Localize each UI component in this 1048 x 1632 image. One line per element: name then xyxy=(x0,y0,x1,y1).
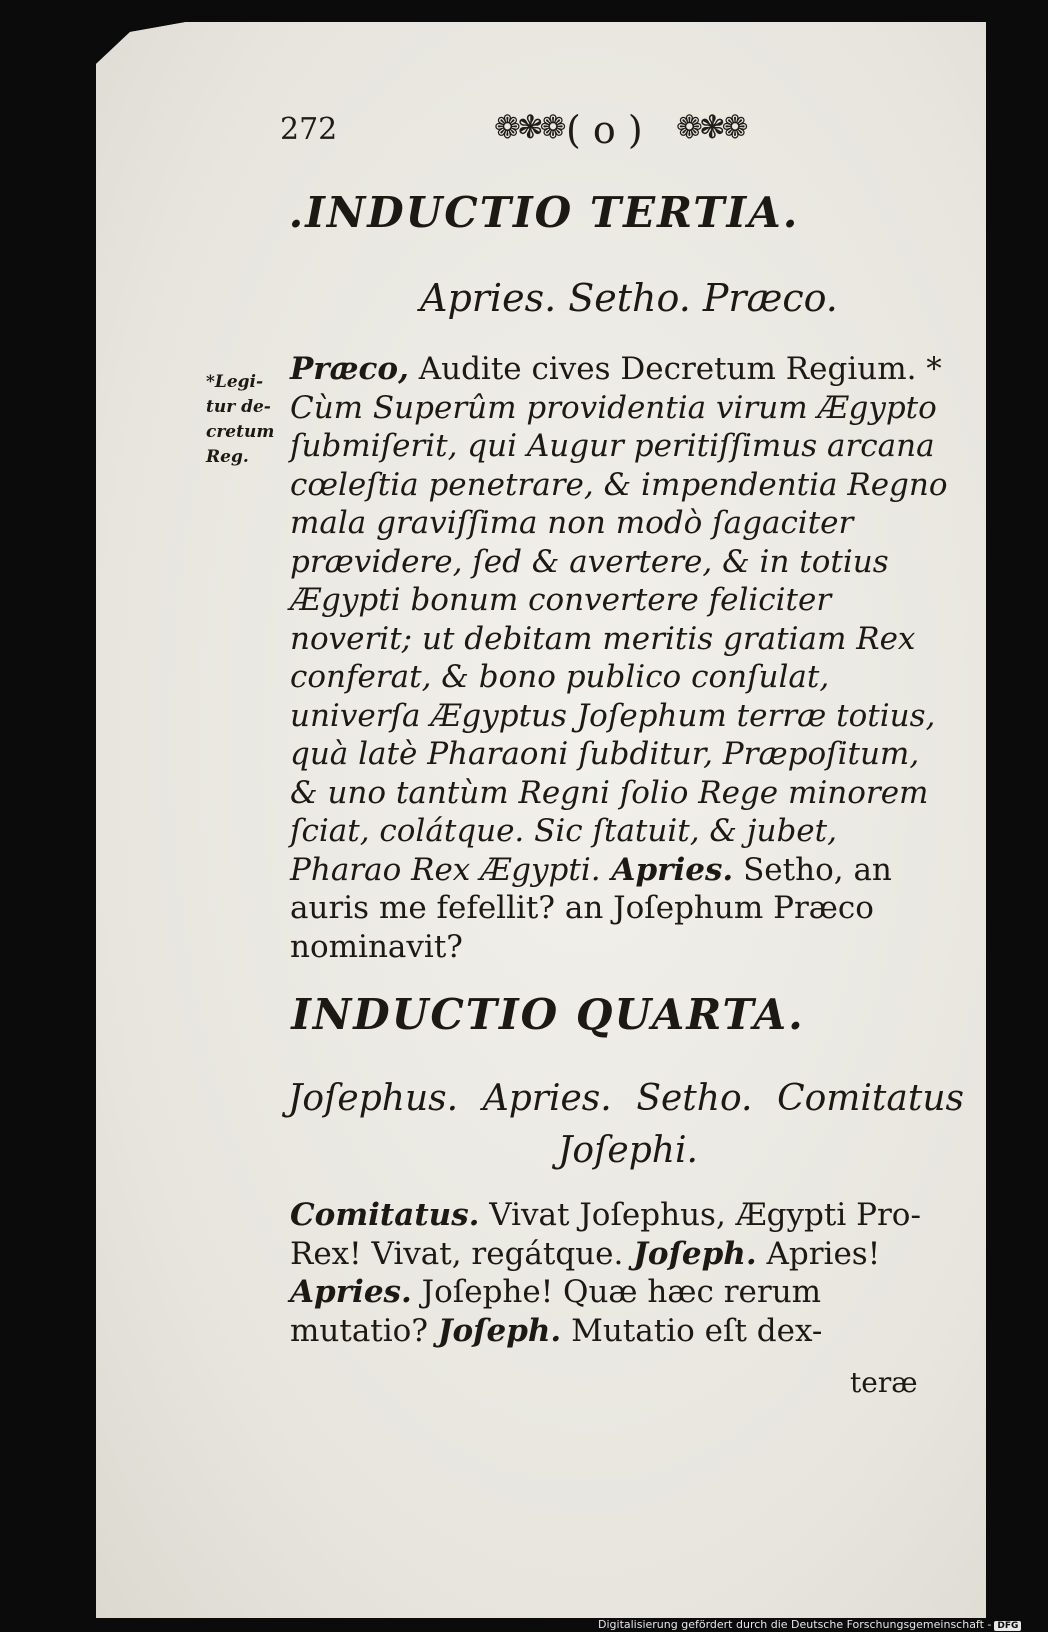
speaker-joseph: Joſeph. xyxy=(437,1312,562,1349)
dialogue-paragraph xyxy=(290,1196,954,1350)
character-name: Comitatus xyxy=(777,1078,964,1119)
characters-quarta xyxy=(288,1078,964,1119)
character-name-continued: Joſephi. xyxy=(558,1130,698,1171)
marginal-note-line: cretum xyxy=(206,422,275,442)
text-segment: Vivat Joſephus, Ægypti Pro-Rex! Vivat, regátque. xyxy=(290,1197,921,1272)
header-signature: ( o ) xyxy=(566,108,643,152)
character-name: Joſephus. xyxy=(288,1078,459,1119)
section-title-quarta: INDUCTIO QUARTA. xyxy=(291,990,805,1039)
speaker-apries: Apries. xyxy=(290,1274,412,1310)
footer-text: Digitalisierung gefördert durch die Deutsche Forschungsgemeinschaft - xyxy=(598,1618,992,1631)
text-segment: Joſephe! Quæ hæc rerum mutatio? xyxy=(290,1274,822,1349)
page-number: 272 xyxy=(280,112,338,147)
ornament-left-icon: ❁❃❁ xyxy=(494,108,563,146)
funding-footer xyxy=(598,1618,1021,1631)
text-segment: Mutatio eſt dex- xyxy=(561,1312,823,1349)
speaker-praeco: Præco, xyxy=(290,351,409,387)
speaker-apries: Apries. xyxy=(600,851,734,888)
catchword: teræ xyxy=(850,1366,918,1399)
speaker-joseph: Joſeph. xyxy=(633,1235,757,1272)
marginal-note xyxy=(206,370,286,470)
characters-tertia: Apries. Setho. Præco. xyxy=(420,276,838,320)
character-name: Setho. xyxy=(636,1078,753,1119)
decree-text: Cùm Superûm providentia virum Ægypto ſubmiſerit, qui Augur peritiſſimus arcana cœleſtia penetrare, & impendentia Regno mala graviſſima non modò ſagaciter prævidere, ſed & avertere, & in totius Ægypti bonum convertere feliciter noverit; ut debitam meritis gratiam Rex conferat, & bono publico conſulat, univerſa Ægyptus Joſephum terræ totius, quà latè Pharaoni ſubditur, Præpoſitum, & uno tantùm Regni ſolio Rege minorem ſciat, colátque. Sic ſtatuit, & jubet, Pharao Rex Ægypti. xyxy=(290,389,948,888)
speaker-comitatus: Comitatus. xyxy=(290,1197,480,1233)
marginal-note-line: Reg. xyxy=(206,447,249,467)
text-segment: Apries! xyxy=(756,1235,881,1272)
section-title-tertia: .INDUCTIO TERTIA. xyxy=(288,188,800,237)
text-segment: Audite cives Decretum Regium. * xyxy=(408,351,942,387)
text-segment: Setho, an auris me fefellit? an Joſephum Præco nominavit? xyxy=(290,851,892,965)
page-header xyxy=(0,108,1000,158)
character-name: Apries. xyxy=(482,1078,612,1119)
marginal-note-line: tur de- xyxy=(206,397,271,417)
decree-paragraph xyxy=(290,350,954,966)
dfg-logo: DFG xyxy=(994,1621,1021,1631)
marginal-note-line: *Legi- xyxy=(206,372,264,392)
ornament-right-icon: ❁❃❁ xyxy=(676,108,745,146)
